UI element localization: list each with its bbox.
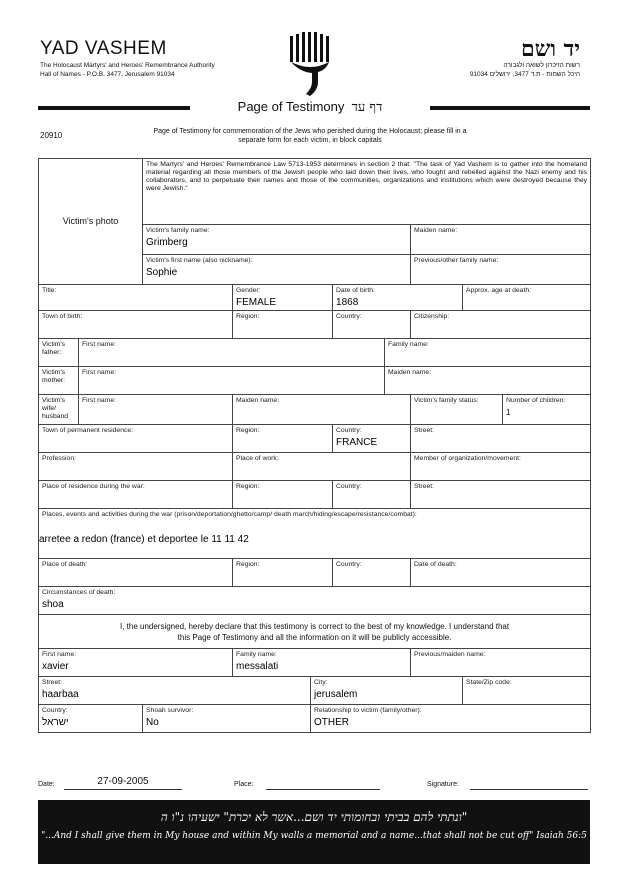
authority-text-hebrew: רשות הזיכרון לשואה ולגבורה	[503, 62, 580, 69]
citizenship-field[interactable]: Citizenship:	[411, 311, 591, 339]
victim-photo[interactable]: Victim's photo	[39, 159, 143, 285]
residence-region-field[interactable]: Region:	[233, 425, 333, 453]
place-label: Place:	[234, 781, 254, 788]
mother-first-name-field[interactable]: First name:	[79, 367, 385, 395]
birth-region-field[interactable]: Region:	[233, 311, 333, 339]
law-text: The Martyrs' and Heroes' Remembrance Law 5713-1953 determines in section 2 that: "The task of Yad Vashem is to gather into the homeland material regarding all those members of the Jewish people who laid down their lives, who fought and rebelled against the Nazi enemy and his collaborators, and to perpetuate their names and those of the communities, organizations and institutions which were destroyed because they were Jewish."	[143, 159, 591, 225]
spouse-first-name-field[interactable]: First name:	[79, 395, 233, 425]
victim-family-name-field[interactable]: Victim's family name: Grimberg	[143, 225, 411, 255]
mother-label: Victim's mother:	[39, 367, 79, 395]
footer-quote-hebrew: "ונתתי להם בביתי ובחומותי יד ושם...אשר לא יכרת" ישעיהו נ"ו ה	[160, 810, 468, 824]
yad-vashem-logo-icon	[288, 32, 334, 98]
signature-field[interactable]	[470, 776, 588, 790]
war-country-field[interactable]: Country:	[333, 481, 411, 509]
victim-previous-family-name-field[interactable]: Previous/other family name:	[411, 255, 591, 285]
family-status-field[interactable]: Victim's family status:	[411, 395, 503, 425]
father-family-name-field[interactable]: Family name:	[385, 339, 591, 367]
father-label: Victim's father:	[39, 339, 79, 367]
death-region-field[interactable]: Region:	[233, 559, 333, 587]
submitter-previous-name-field[interactable]: Previous/maiden name:	[411, 649, 591, 677]
victim-dob-field[interactable]: Date of birth: 1868	[333, 285, 463, 311]
address-text-hebrew: היכל השמות - ת.ד 3477, ירושלים 91034	[469, 71, 580, 78]
testimony-form	[38, 158, 591, 733]
relationship-field[interactable]: Relationship to victim (family/other): OTHER	[311, 705, 591, 733]
war-places-field[interactable]: Places, events and activities during the war (prison/deportation/ghetto/camp/ death march/hiding/escape/resistance/combat): arretee a redon (france) et deportee le 11 11 42	[39, 509, 591, 559]
children-count-field[interactable]: Number of children: 1	[503, 395, 591, 425]
birth-country-field[interactable]: Country:	[333, 311, 411, 339]
victim-first-name-field[interactable]: Victim's first name (also nickname): Sophie	[143, 255, 411, 285]
date-label: Date:	[38, 781, 55, 788]
brand-title: YAD VASHEM	[40, 38, 167, 59]
war-region-field[interactable]: Region:	[233, 481, 333, 509]
date-of-death-field[interactable]: Date of death:	[411, 559, 591, 587]
place-field[interactable]	[266, 776, 380, 790]
declaration-text: I, the undersigned, hereby declare that this testimony is correct to the best of my knowledge. I understand that this Page of Testimony and all the information on it will be publicly accessible.	[39, 615, 591, 649]
residence-country-field[interactable]: Country: FRANCE	[333, 425, 411, 453]
footer-quote-english: "...And I shall give them in My house and within My walls a memorial and a name...that shall not be cut off" Isaiah 56:5	[41, 831, 587, 841]
authority-text: The Holocaust Martyrs' and Heroes' Remembrance Authority	[40, 62, 215, 69]
footer-banner	[38, 800, 590, 864]
spouse-label: Victim's wife/ husband	[39, 395, 79, 425]
address-text: Hall of Names - P.O.B. 3477, Jerusalem 91034	[40, 71, 175, 78]
shoah-survivor-field[interactable]: Shoah survivor: No	[143, 705, 311, 733]
submitter-street-field[interactable]: Street: haarbaa	[39, 677, 311, 705]
place-of-death-field[interactable]: Place of death:	[39, 559, 233, 587]
war-residence-field[interactable]: Place of residence during the war:	[39, 481, 233, 509]
submitter-city-field[interactable]: City: jerusalem	[311, 677, 463, 705]
victim-maiden-name-field[interactable]: Maiden name:	[411, 225, 591, 255]
profession-field[interactable]: Profession:	[39, 453, 233, 481]
intro-text: Page of Testimony for commemoration of the Jews who perished during the Holocaust; please fill in a separate form for each victim, in block capitals	[153, 128, 467, 144]
form-number: 20910	[40, 131, 63, 140]
organization-field[interactable]: Member of organization/movement:	[411, 453, 591, 481]
victim-gender-field[interactable]: Gender: FEMALE	[233, 285, 333, 311]
submitter-country-field[interactable]: Country: ישראל	[39, 705, 143, 733]
residence-street-field[interactable]: Street:	[411, 425, 591, 453]
victim-title-field[interactable]: Title:	[39, 285, 233, 311]
town-of-birth-field[interactable]: Town of birth:	[39, 311, 233, 339]
mother-maiden-name-field[interactable]: Maiden name:	[385, 367, 591, 395]
page-title: Page of Testimony דף עד	[237, 99, 383, 115]
death-country-field[interactable]: Country:	[333, 559, 411, 587]
place-of-work-field[interactable]: Place of work:	[233, 453, 411, 481]
spouse-maiden-name-field[interactable]: Maiden name:	[233, 395, 411, 425]
circumstances-field[interactable]: Circumstances of death: shoa	[39, 587, 591, 615]
date-field[interactable]: 27-09-2005	[64, 776, 182, 790]
submitter-family-name-field[interactable]: Family name: messalati	[233, 649, 411, 677]
war-street-field[interactable]: Street:	[411, 481, 591, 509]
permanent-residence-field[interactable]: Town of permanent residence:	[39, 425, 233, 453]
father-first-name-field[interactable]: First name:	[79, 339, 385, 367]
brand-title-hebrew: יד ושם	[521, 36, 580, 62]
signature-label: Signature:	[427, 781, 459, 788]
victim-age-field[interactable]: Approx. age at death:	[463, 285, 591, 311]
submitter-zip-field[interactable]: State/Zip code:	[463, 677, 591, 705]
submitter-first-name-field[interactable]: First name: xavier	[39, 649, 233, 677]
